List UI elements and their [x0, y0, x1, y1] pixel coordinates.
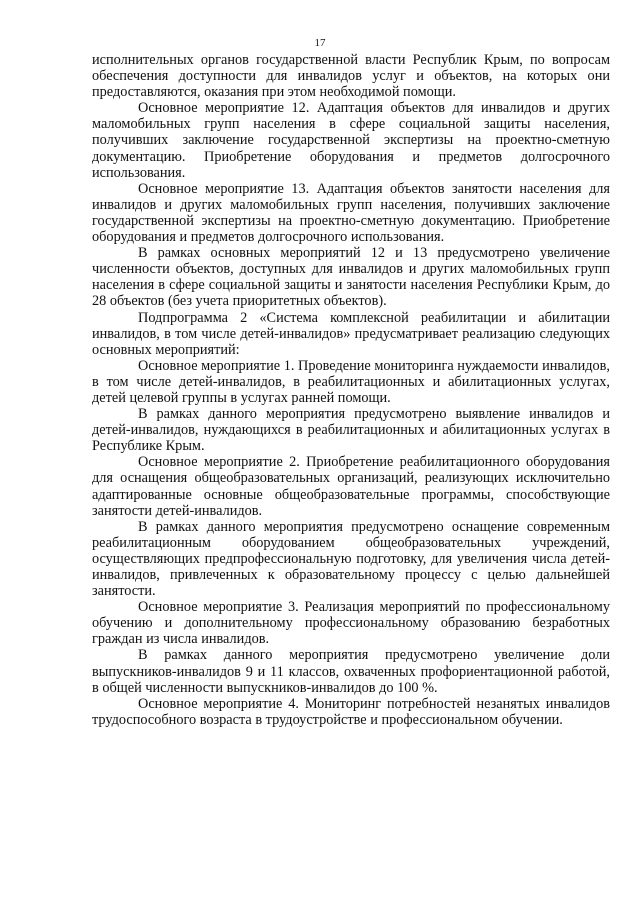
paragraph-activity-1-result: В рамках данного мероприятия предусмотрено выявление инвалидов и детей-инвалидов, нуждающихся в реабилитационных и абилитационных услугах в Республике Крым.: [92, 406, 610, 455]
paragraph-activity-3: Основное мероприятие 3. Реализация мероприятий по профессиональному обучению и дополнительному профессиональному образованию безработных граждан из числа инвалидов.: [92, 599, 610, 648]
page-number: 17: [314, 37, 326, 49]
paragraph-activity-3-result: В рамках данного мероприятия предусмотрено увеличение доли выпускников-инвалидов 9 и 11 классов, охваченных профориентационной работой, в общей численности выпускников-инвалидов до 100 %.: [92, 647, 610, 696]
paragraph-activity-2: Основное мероприятие 2. Приобретение реабилитационного оборудования для оснащения общеобразовательных организаций, реализующих исключительно адаптированные основные общеобразовательные программы, способствующие занятости детей-инвалидов.: [92, 454, 610, 519]
paragraph-activity-13: Основное мероприятие 13. Адаптация объектов занятости населения для инвалидов и других маломобильных групп населения, получивших заключение государственной экспертизы на проектно-сметную документацию. Приобретение оборудования и предметов долгосрочного использования.: [92, 180, 610, 246]
paragraph-activity-1: Основное мероприятие 1. Проведение мониторинга нуждаемости инвалидов, в том числе детей-инвалидов, в реабилитационных и абилитационных услугах, детей целевой группы в услугах ранней помощи.: [92, 357, 610, 406]
paragraph-activities-12-13-result: В рамках основных мероприятий 12 и 13 предусмотрено увеличение численности объектов, доступных для инвалидов и других маломобильных групп населения в сфере социальной защиты и занятости населения Республики Крым, до 28 объектов (без учета приоритетных объектов).: [92, 245, 610, 310]
paragraph-activity-2-result: В рамках данного мероприятия предусмотрено оснащение современным реабилитационным оборудованием общеобразовательных учреждений, осуществляющих предпрофессиональную подготовку, для увеличения числа детей-инвалидов, привлеченных к образовательному процессу с целью дальнейшей занятости.: [92, 518, 610, 600]
paragraph-continuation: исполнительных органов государственной власти Республик Крым, по вопросам обеспечения доступности для инвалидов услуг и объектов, на которых они предоставляются, оказания при этом необходимой помощи.: [92, 52, 610, 101]
body-text: [92, 52, 610, 728]
paragraph-subprogram-2: Подпрограмма 2 «Система комплексной реабилитации и абилитации инвалидов, в том числе детей-инвалидов» предусматривает реализацию следующих основных мероприятий:: [92, 309, 610, 358]
paragraph-activity-4: Основное мероприятие 4. Мониторинг потребностей незанятых инвалидов трудоспособного возраста в трудоустройстве и профессиональном обучении.: [92, 695, 610, 728]
paragraph-activity-12: Основное мероприятие 12. Адаптация объектов для инвалидов и других маломобильных групп населения в сфере социальной защиты населения, получивших заключение государственной экспертизы на проектно-сметную документацию. Приобретение оборудования и предметов долгосрочного использования.: [92, 100, 610, 181]
